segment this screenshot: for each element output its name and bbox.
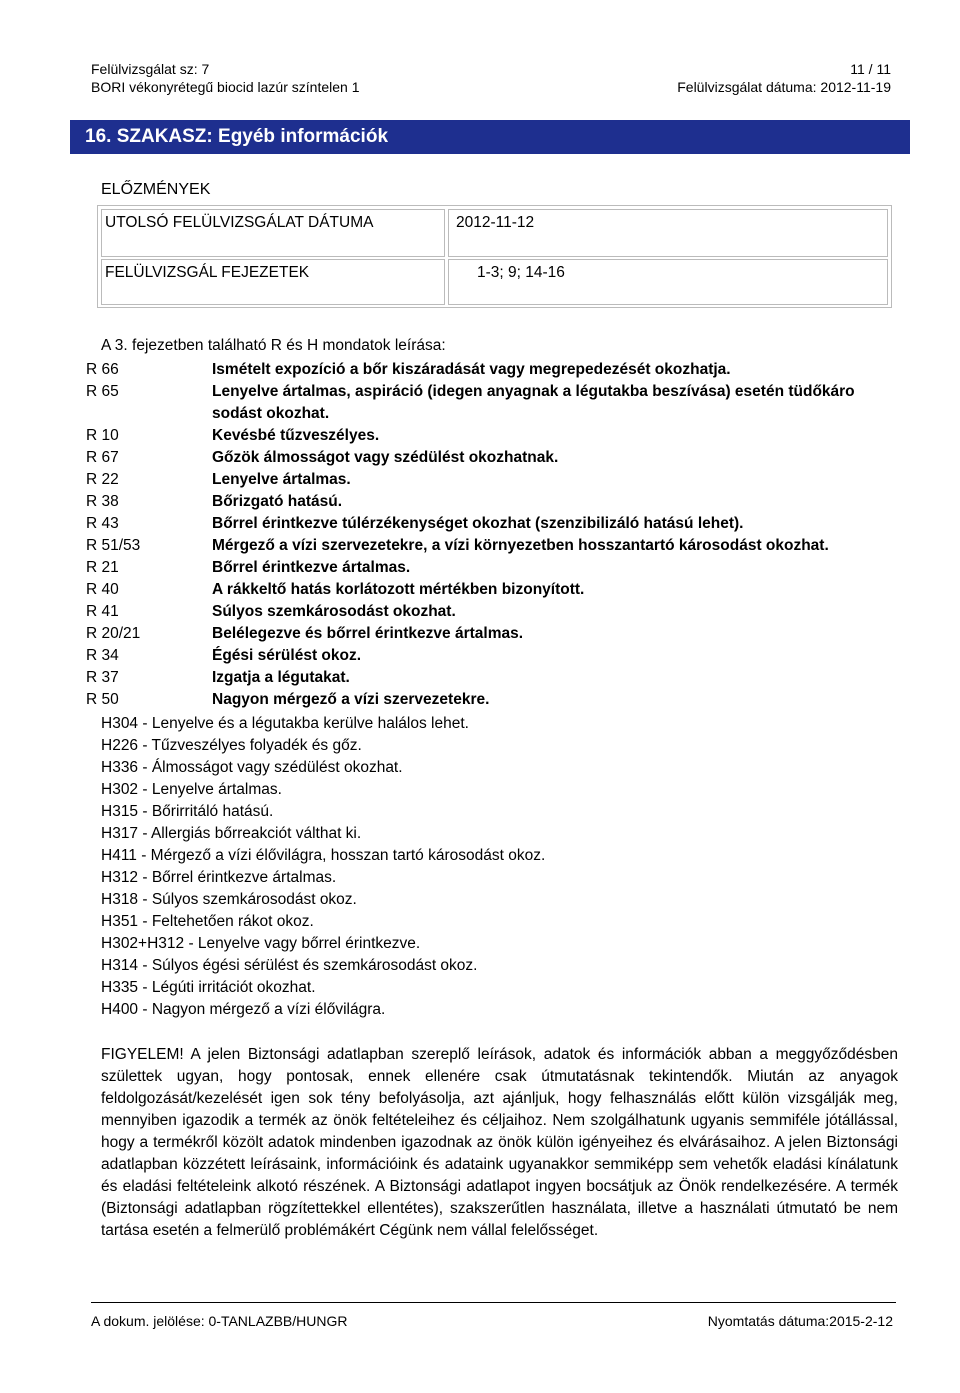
r-phrase-row — [86, 645, 886, 667]
r-phrase-text: Bőrrel érintkezve ártalmas. — [212, 559, 411, 576]
r-phrase-row — [86, 667, 886, 689]
h-phrase-row: H411 - Mérgező a vízi élővilágra, hosszan tartó károsodást okoz. — [101, 847, 546, 864]
r-phrase-text: Belélegezve és bőrrel érintkezve ártalmas. — [212, 625, 524, 642]
last-revision-value: 2012-11-12 — [448, 209, 888, 257]
document-id: A dokum. jelölése: 0-TANLAZBB/HUNGR — [91, 1313, 348, 1329]
r-phrase-text: Bőrrel érintkezve túlérzékenységet okozhat (szenzibilizáló hatású lehet). — [212, 515, 744, 532]
r-phrase-row — [86, 535, 886, 557]
revised-sections-label: FELÜLVIZSGÁL FEJEZETEK — [101, 259, 445, 305]
r-phrase-text: Izgatja a légutakat. — [212, 669, 350, 686]
h-phrase-row: H335 - Légúti irritációt okozhat. — [101, 979, 316, 996]
r-phrase-text: Nagyon mérgező a vízi szervezetekre. — [212, 691, 490, 708]
r-phrase-row — [86, 601, 886, 623]
last-revision-label: UTOLSÓ FELÜLVIZSGÁLAT DÁTUMA — [101, 209, 445, 257]
history-title: ELŐZMÉNYEK — [101, 181, 211, 198]
r-phrase-code: R 50 — [86, 691, 119, 708]
r-phrase-row — [86, 689, 886, 711]
section-title-bar: 16. SZAKASZ: Egyéb információk — [70, 120, 910, 154]
r-phrase-code: R 20/21 — [86, 625, 141, 642]
print-date: Nyomtatás dátuma:2015-2-12 — [707, 1313, 893, 1329]
page-header-row-1 — [91, 60, 891, 78]
h-phrase-row: H302+H312 - Lenyelve vagy bőrrel érintkezve. — [101, 935, 421, 952]
history-table — [97, 205, 892, 308]
revision-number: Felülvizsgálat sz: 7 — [91, 61, 210, 77]
r-phrase-code: R 40 — [86, 581, 119, 598]
h-phrase-row: H318 - Súlyos szemkárosodást okoz. — [101, 891, 357, 908]
r-phrase-code: R 37 — [86, 669, 119, 686]
r-phrase-text: Bőrizgató hatású. — [212, 493, 343, 510]
r-phrase-row — [86, 579, 886, 601]
h-phrase-row: H314 - Súlyos égési sérülést és szemkárosodást okoz. — [101, 957, 478, 974]
h-phrase-row: H304 - Lenyelve és a légutakba kerülve halálos lehet. — [101, 715, 469, 732]
r-phrase-text: Súlyos szemkárosodást okozhat. — [212, 603, 456, 620]
r-phrase-text: A rákkeltő hatás korlátozott mértékben bizonyított. — [212, 581, 585, 598]
r-phrase-code: R 41 — [86, 603, 119, 620]
revised-sections-value: 1-3; 9; 14-16 — [448, 259, 888, 305]
h-phrase-row: H317 - Allergiás bőrreakciót válthat ki. — [101, 825, 362, 842]
r-phrase-text: Kevésbé tűzveszélyes. — [212, 427, 380, 444]
r-phrase-code: R 66 — [86, 361, 119, 378]
h-phrase-list — [101, 713, 891, 1021]
h-phrase-row: H336 - Álmosságot vagy szédülést okozhat. — [101, 759, 403, 776]
r-phrase-code: R 43 — [86, 515, 119, 532]
r-phrase-row — [86, 557, 886, 579]
r-phrase-row — [86, 623, 886, 645]
h-phrase-row: H315 - Bőrirritáló hatású. — [101, 803, 274, 820]
r-phrase-code: R 38 — [86, 493, 119, 510]
h-phrase-row: H302 - Lenyelve ártalmas. — [101, 781, 282, 798]
r-phrase-row — [86, 425, 886, 447]
r-phrase-row — [86, 447, 886, 469]
r-phrase-row — [86, 359, 886, 381]
r-phrase-code: R 10 — [86, 427, 119, 444]
r-phrase-code: R 67 — [86, 449, 119, 466]
revision-date: Felülvizsgálat dátuma: 2012-11-19 — [677, 79, 891, 95]
r-phrase-code: R 34 — [86, 647, 119, 664]
r-phrase-text: Gőzök álmosságot vagy szédülést okozhatnak. — [212, 449, 559, 466]
r-phrase-row — [86, 491, 886, 513]
r-phrase-text: Lenyelve ártalmas. — [212, 471, 351, 488]
h-phrase-row: H351 - Feltehetően rákot okoz. — [101, 913, 314, 930]
r-phrase-text: Mérgező a vízi szervezetekre, a vízi környezetben hosszantartó károsodást okozhat. — [212, 537, 829, 554]
page-header-row-2 — [91, 78, 891, 96]
r-phrase-row — [86, 513, 886, 535]
r-phrase-code: R 65 — [86, 383, 119, 400]
r-phrase-code: R 22 — [86, 471, 119, 488]
r-phrase-text: Ismételt expozíció a bőr kiszáradását vagy megrepedezését okozhatja. — [212, 361, 731, 378]
r-phrase-code: R 51/53 — [86, 537, 141, 554]
r-phrase-code: R 21 — [86, 559, 119, 576]
disclaimer-text: FIGYELEM! A jelen Biztonsági adatlapban szereplő leírások, adatok és információk abban a meggyőződésben születtek ugyan, hogy pontosak, ennek ellenére csak útmutatásnak tekintendők. Miután az anyagok feldolgozását/kezelését igen sok tény befolyásolja, azt ajánljuk, hogy felhasználás előtt külön vizsgálják meg, mennyiben igazodik a termék az önök feltételeihez és céljaihoz. Nem szolgálhatunk ugyanis semmiféle jótállással, hogy a termékről közölt adatok mindenben igazodnak az önök külön igényeihez és elvárásaihoz. A jelen Biztonsági adatlapban közzétett leírásaink, információink és adataink ugyanakkor semmiképp sem vehetők eladási kínálatunk és eladási feltételeink alkotó részének. A Biztonsági adatlapot ingyen bocsátjuk az Önök rendelkezésére. A termék (Biztonsági adatlapban rögzítettekkel ellentétes), szakszerűtlen használata, illetve a használati útmutató be nem tartása esetén a felmerülő problémákért Cégünk nem vállal felelősséget. — [101, 1046, 898, 1239]
page-number: 11 / 11 — [850, 61, 891, 77]
h-phrase-row: H312 - Bőrrel érintkezve ártalmas. — [101, 869, 337, 886]
r-phrase-text: Égési sérülést okoz. — [212, 647, 362, 664]
r-phrase-row — [86, 469, 886, 491]
footer-divider — [91, 1302, 896, 1303]
r-phrase-list — [86, 359, 886, 711]
product-name: BORI vékonyrétegű biocid lazúr színtelen 1 — [91, 79, 360, 95]
r-phrase-row — [86, 381, 886, 425]
h-phrase-row: H400 - Nagyon mérgező a vízi élővilágra. — [101, 1001, 386, 1018]
h-phrase-row: H226 - Tűzveszélyes folyadék és gőz. — [101, 737, 362, 754]
phrases-heading: A 3. fejezetben található R és H mondatok leírása: — [101, 337, 446, 354]
r-phrase-text: Lenyelve ártalmas, aspiráció (idegen anyagnak a légutakba beszívása) esetén tüdőkáro sodást okozhat. — [212, 383, 855, 422]
